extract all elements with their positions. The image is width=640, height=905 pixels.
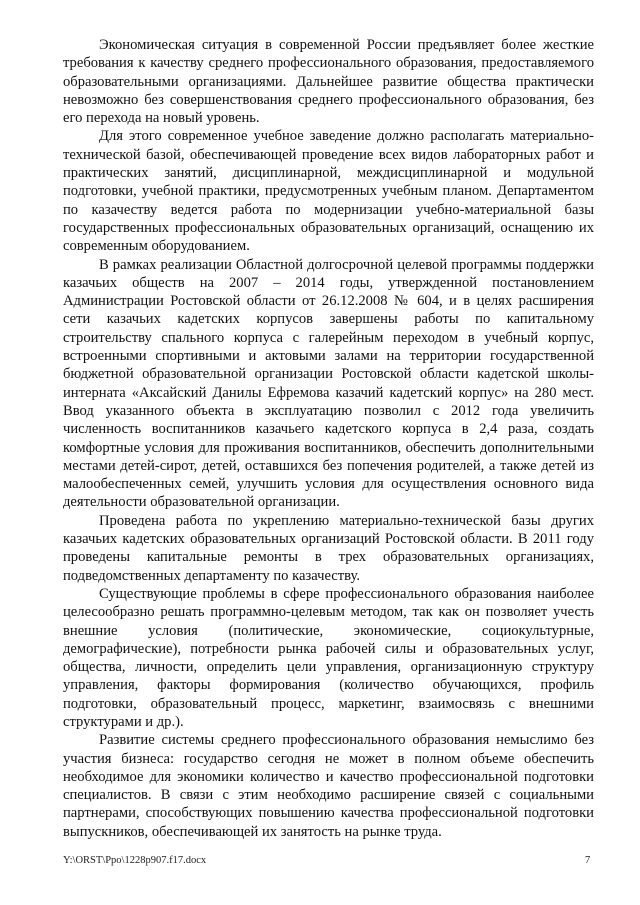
paragraph-business-participation: Развитие системы среднего профессионального образования немыслимо без участия бизнеса: государство сегодня не может в полном объеме обеспечить необходимое для экономики количество и качество профессиональной подготовки специалистов. В связи с этим необходимо расширение связей с социальными партнерами, способствующих повышению качества профессиональной подготовки выпускников, обеспечивающей их занятость на рынке труда. xyxy=(63,732,594,840)
paragraph-existing-problems: Существующие проблемы в сфере профессионального образования наиболее целесообразно решать программно-целевым методом, так как он позволяет учесть внешние условия (политические, экономические, социокультурные, демографические), потребности рынка рабочей силы и образовательных услуг, общества, личности, определить цели управления, организационную структуру управления, факторы формирования (количество обучающихся, профиль подготовки, образовательный процесс, маркетинг, взаимосвязь с внешними структурами и др.). xyxy=(63,585,594,730)
page-number: 7 xyxy=(585,855,591,866)
footer-file-path: Y:\ORST\Ppo\1228p907.f17.docx xyxy=(63,855,207,866)
paragraph-material-base: Для этого современное учебное заведение должно располагать материально-технической базой, обеспечивающей проведение всех видов лабораторных работ и практических занятий, дисциплинарной, междисциплинарной и модульной подготовки, учебной практики, предусмотренных учебным планом. Департаментом по казачеству ведется работа по модернизации учебно-материальной базы государственных профессиональных образовательных организаций, оснащению их современным оборудованием. xyxy=(63,128,594,255)
paragraph-repairs: Проведена работа по укреплению материально-технической базы других казачьих кадетских образовательных организаций Ростовской области. В 2011 году проведены капитальные ремонты в трех образовательных организациях, подведомственных департаменту по казачеству. xyxy=(63,512,594,584)
document-body xyxy=(63,36,594,841)
paragraph-cadet-corps-program: В рамках реализации Областной долгосрочной целевой программы поддержки казачьих обществ на 2007 – 2014 годы, утвержденной постановлением Администрации Ростовской области от 26.12.2008 № 604, и в целях расширения сети казачьих кадетских корпусов завершены работы по капитальному строительству спального корпуса с галерейным переходом в учебный корпус, встроенными спортивными и актовыми залами на территории государственной бюджетной образовательной организации Ростовской области кадетской школы-интерната «Аксайский Данилы Ефремова казачий кадетский корпус» на 280 мест. Ввод указанного объекта в эксплуатацию позволил с 2012 года увеличить численность воспитанников казачьего кадетского корпуса в 2,4 раза, создать комфортные условия для проживания воспитанников, обеспечить дополнительными местами детей-сирот, детей, оставшихся без попечения родителей, а также детей из малообеспеченных семей, улучшить условия для осуществления основного вида деятельности образовательной организации. xyxy=(63,256,594,511)
paragraph-economic-situation: Экономическая ситуация в современной России предъявляет более жесткие требования к качеству среднего профессионального образования, предоставляемого образовательными организациями. Дальнейшее развитие общества практически невозможно без совершенствования среднего профессионального образования, без его перехода на новый уровень. xyxy=(63,37,594,127)
